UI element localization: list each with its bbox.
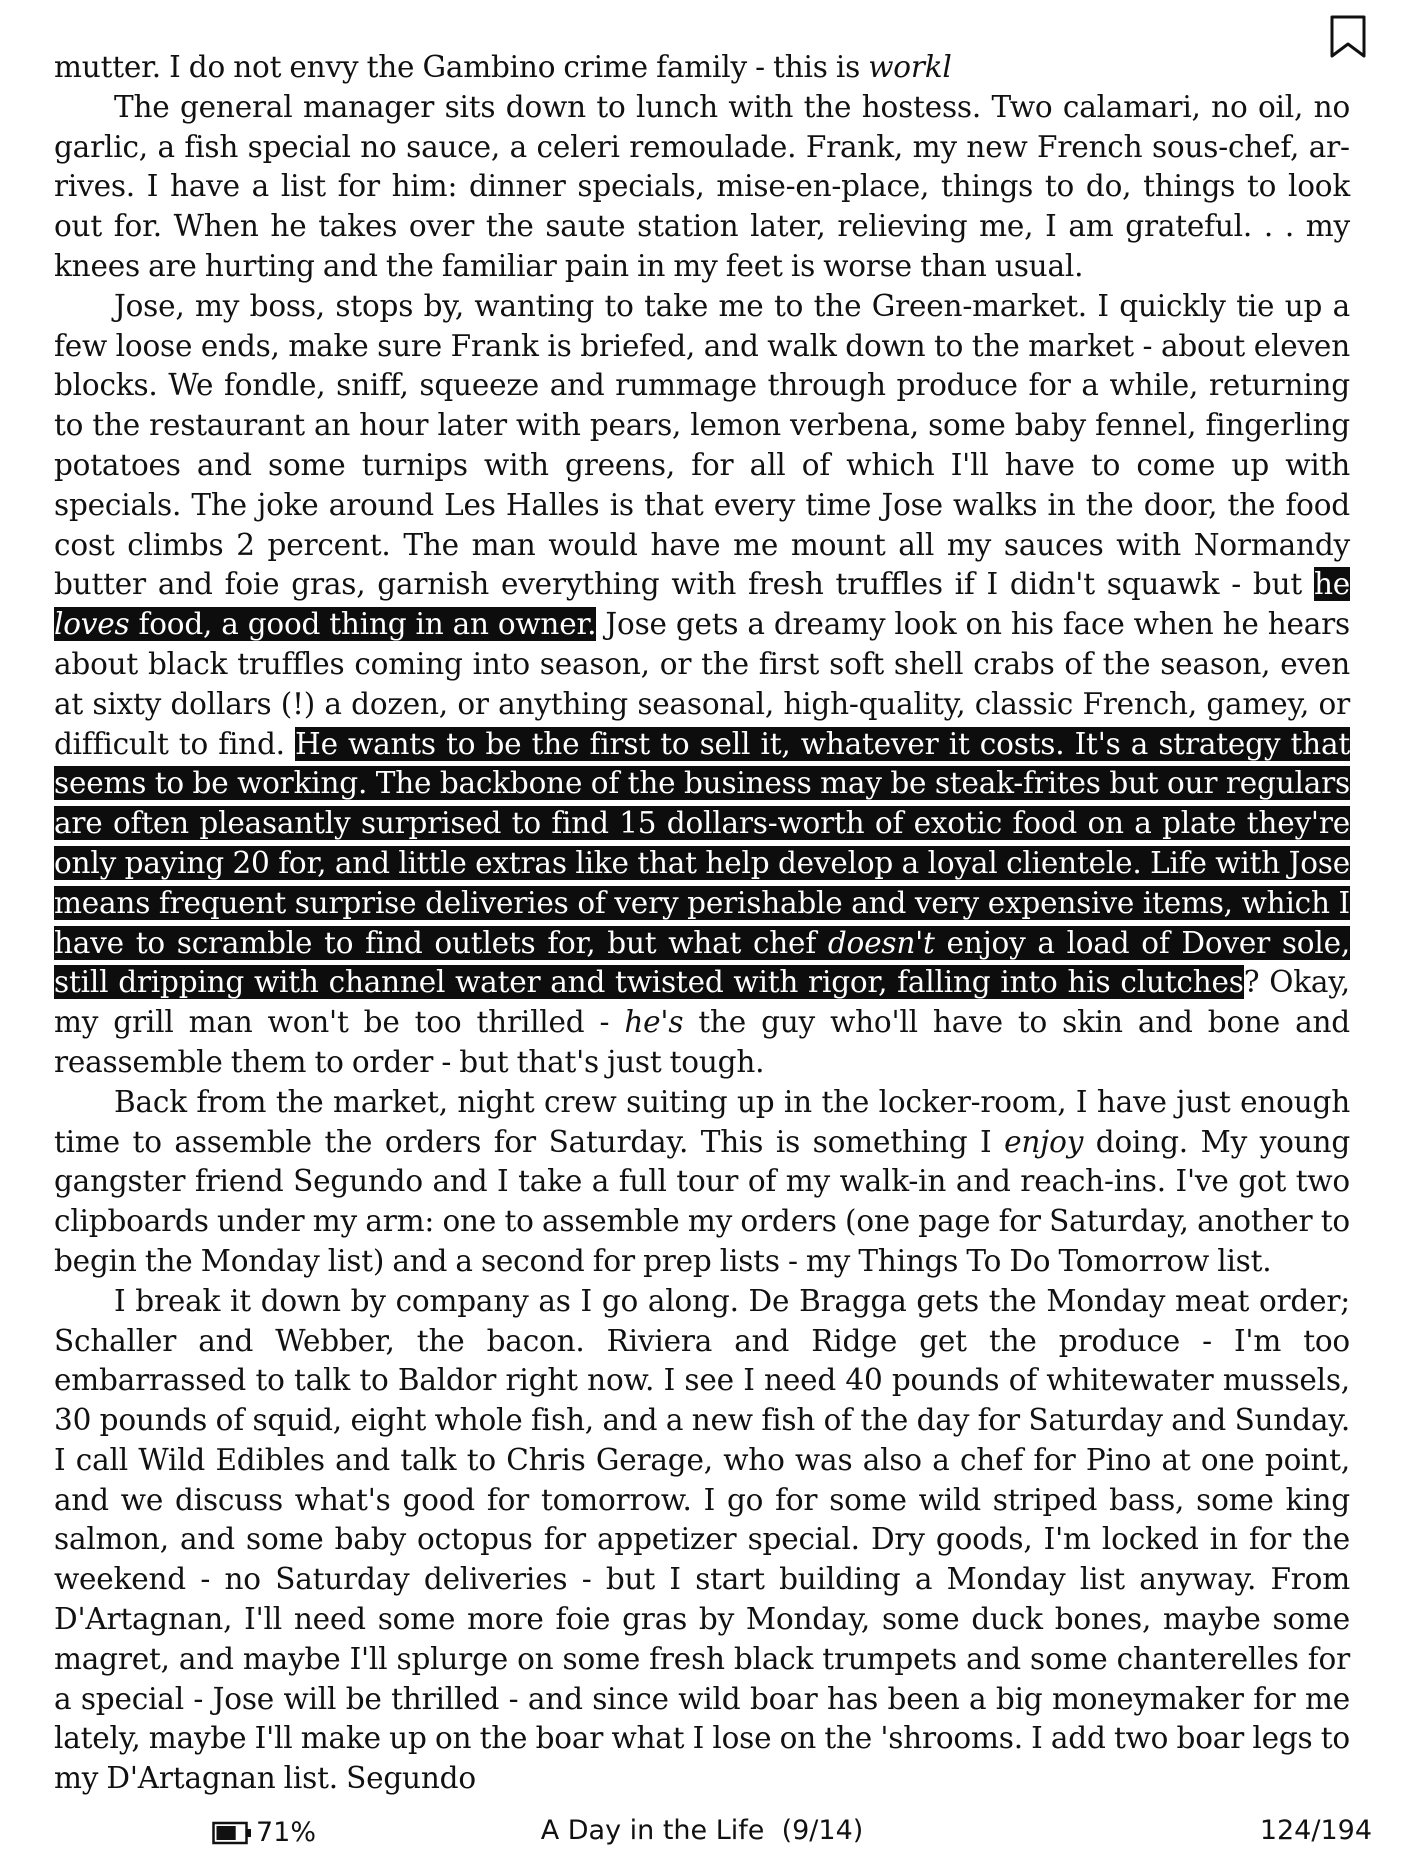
highlighted-text[interactable]: enjoy a load of Dover sole, still dripping with channel water and twisted with rigor, falling into his clutches [54, 925, 1351, 1000]
page-count: 124/194 [1259, 1815, 1372, 1846]
chapter-progress: (9/14) [781, 1815, 864, 1846]
chapter-title: A Day in the Life [540, 1815, 765, 1846]
battery-percent: 71% [256, 1817, 317, 1848]
text-segment[interactable]: The general manager sits down to lunch with the hostess. Two calamari, no oil, no garlic, a fish special no sauce, a celeri remoulade. Frank, my new French sous-chef, arrives. I have a list for him: dinner specials, mise-en-place, things to do, things to look out for. When he takes over the saute station later, relieving me, I am grateful. . . my knees are hurting and the familiar pain in my feet is worse than usual. [54, 89, 1350, 283]
highlighted-text[interactable]: He wants to be the first to sell it, whatever it costs. It's a strategy that seems to be working. The backbone of the business may be steak-frites but our regulars are often pleasantly surprised to find 15 dollars-worth of exotic food on a plate they're only paying 20 for, and little extras like that help develop a loyal clientele. Life with Jose means frequent surprise deliveries of very perishable and very expensive items, which I have to scramble to find outlets for, but what chef [54, 726, 1350, 960]
highlighted-text[interactable]: doesn't [827, 925, 935, 960]
text-segment[interactable]: Jose, my boss, stops by, wanting to take me to the Green-market. I quickly tie up a few loose ends, make sure Frank is briefed, and walk down to the market - about eleven blocks. We fondle, sniff, squeeze and rummage through produce for a while, returning to the restaurant an hour later with pears, lemon verbena, some baby fennel, fingerling potatoes and some turnips with greens, for all of which I'll have to come up with specials. The joke around Les Halles is that every time Jose walks in the door, the food cost climbs 2 percent. The man would have me mount all my sauces with Normandy butter and foie gras, garnish everything with fresh truffles if I didn't squawk - but [54, 288, 1350, 602]
text-segment[interactable]: he's [624, 1005, 684, 1040]
highlighted-text[interactable]: food, a good thing in an owner. [129, 607, 597, 642]
paragraph[interactable] [54, 1083, 1350, 1282]
paragraph[interactable] [54, 48, 1350, 88]
status-footer [0, 1815, 1404, 1855]
text-segment[interactable]: I break it down by company as I go along. De Bragga gets the Monday meat order; Schaller and Webber, the bacon. Riviera and Ridge get the produce - I'm too embarrassed to talk to Baldor right now. I see I need 40 pounds of whitewater mussels, 30 pounds of squid, eight whole fish, and a new fish of the day for Saturday and Sunday. I call Wild Edibles and talk to Chris Gerage, who was also a chef for Pino at one point, and we discuss what's good for tomorrow. I go for some wild striped bass, some king salmon, and some baby octopus for appetizer special. Dry goods, I'm locked in for the weekend - no Saturday deliveries - but I start building a Monday list anyway. From D'Artagnan, I'll need some more foie gras by Monday, some duck bones, maybe some magret, and maybe I'll splurge on some fresh black trumpets and some chanterelles for a special - Jose will be thrilled - and since wild boar has been a big moneymaker for me lately, maybe I'll make up on the boar what I lose on the 'shrooms. I add two boar legs to my D'Artagnan list. Segundo [54, 1283, 1350, 1796]
text-segment[interactable]: the guy who'll have to skin and bone and reassemble them to order - but that's just tough. [54, 1005, 1350, 1079]
paragraph[interactable] [54, 88, 1350, 287]
page-text[interactable] [54, 48, 1350, 1799]
text-segment[interactable]: doing. My young gangster friend Segundo and I take a full tour of my walk-in and reach-ins. I've got two clipboards under my arm: one to assemble my orders (one page for Saturday, another to begin the Monday list) and a second for prep lists - my Things To Do Tomorrow list. [54, 1124, 1350, 1278]
paragraph[interactable] [54, 287, 1350, 1083]
highlighted-text[interactable]: he [1313, 567, 1350, 602]
text-segment[interactable]: Back from the market, night crew suiting up in the locker-room, I have just enough time to assemble the orders for Saturday. This is something I [54, 1084, 1350, 1159]
text-segment[interactable]: enjoy [1004, 1124, 1084, 1159]
text-segment[interactable]: ? Okay, my grill man won't be too thrilled - [54, 965, 1350, 1040]
text-segment[interactable]: workl [868, 50, 952, 84]
text-segment[interactable]: Jose gets a dreamy look on his face when he hears about black truffles coming into season, or the first soft shell crabs of the season, even at sixty dollars (!) a dozen, or anything seasonal, high-quality, classic French, gamey, or difficult to find. [54, 607, 1350, 761]
chapter-info [0, 1815, 1404, 1846]
paragraph[interactable] [54, 1282, 1350, 1799]
text-segment[interactable]: mutter. I do not envy the Gambino crime family - this is [54, 50, 869, 84]
highlighted-text[interactable]: loves [54, 607, 130, 642]
